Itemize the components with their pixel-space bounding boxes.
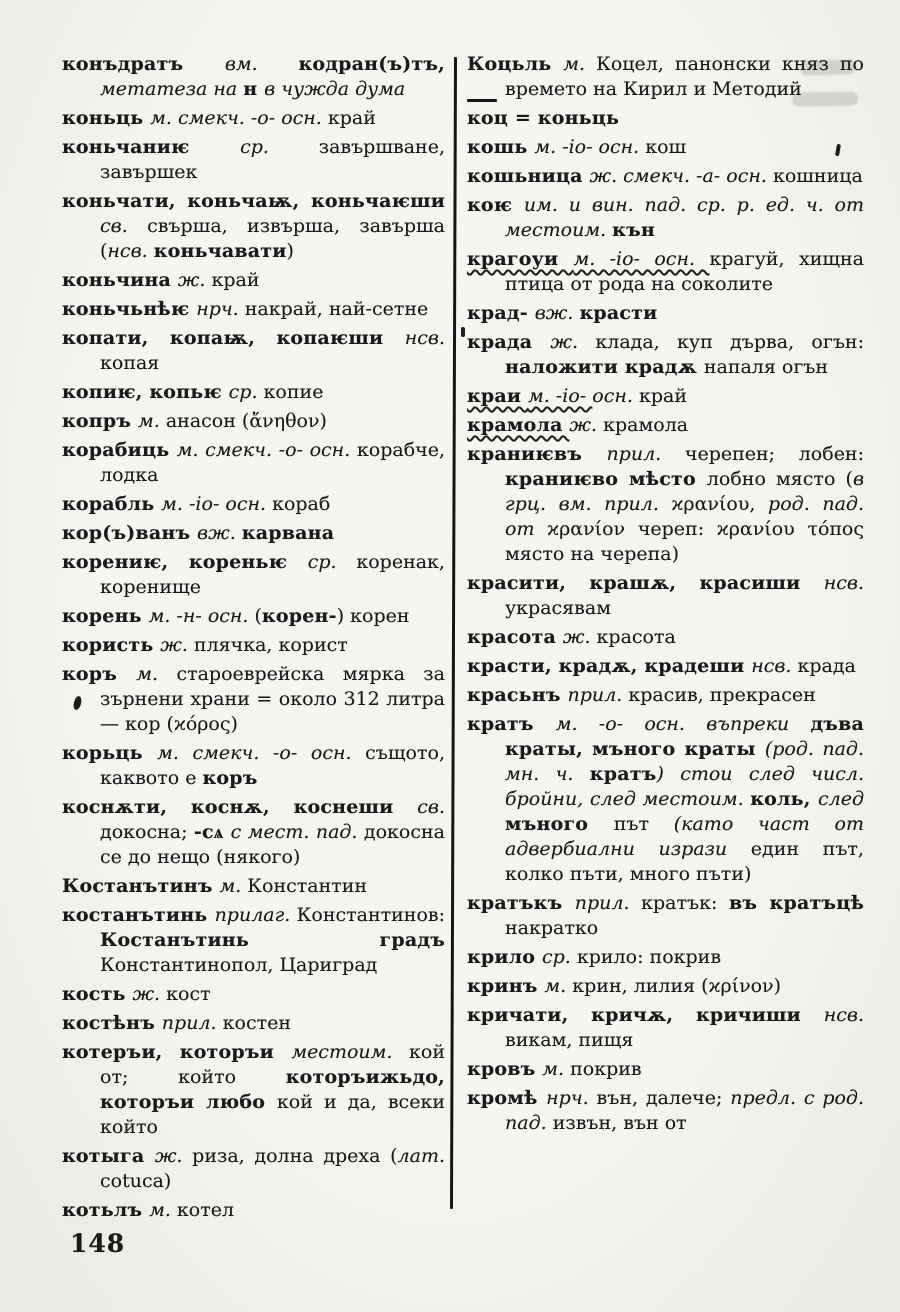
definition-text: риза, долна дреха (	[192, 1145, 398, 1167]
headword: костѣнъ	[62, 1012, 162, 1034]
headword: користь	[62, 634, 161, 656]
dictionary-entry	[467, 1003, 864, 1053]
dictionary-entry	[467, 1057, 864, 1082]
dictionary-entry	[467, 301, 864, 326]
headword: котьлъ	[62, 1199, 150, 1221]
grammar-label: м. -іо- осн.	[573, 248, 710, 270]
definition-text: лобно място (	[706, 468, 853, 490]
dictionary-entry	[467, 712, 864, 887]
definition-text: корабче, лодка	[100, 439, 445, 486]
grammar-label: м.	[149, 1199, 177, 1221]
grammar-label: м. смекч. -о- осн.	[150, 107, 328, 129]
definition-text: кой и да, всеки който	[100, 1091, 445, 1138]
definition-text: Константинов:	[296, 904, 445, 926]
dictionary-entry	[62, 492, 445, 517]
headword: коньчавати	[153, 240, 287, 262]
dictionary-entry	[467, 384, 864, 409]
definition-text: Коцел, панонски княз по времето на Кирил и Методий	[505, 53, 864, 100]
headword: красти	[579, 302, 658, 324]
dictionary-entry	[62, 189, 445, 264]
grammar-label: св.	[100, 215, 148, 237]
headword: краниѥвъ	[467, 443, 607, 465]
definition-text: копая	[100, 352, 160, 374]
dictionary-entry	[62, 438, 445, 488]
definition-text: кошница	[772, 165, 863, 187]
headword: мъного	[505, 813, 614, 835]
definition-text: напаля огън	[703, 356, 829, 378]
headword: коньчаниѥ	[62, 136, 241, 158]
grammar-label: м. -о- осн. въпреки	[555, 713, 811, 735]
definition-text: староеврейска мярка за зърнени храни = около 312 литра — кор (ϰόρος)	[100, 663, 445, 735]
page-number: 148	[70, 1229, 126, 1258]
headword: коръ	[62, 663, 137, 685]
dictionary-entry	[467, 413, 864, 438]
grammar-label: прил.	[574, 892, 642, 914]
dictionary-entry	[62, 1144, 445, 1194]
headword: коньчина	[62, 269, 178, 291]
grammar-label: м. -іо- осн.	[534, 136, 646, 158]
headword: коц = коньць	[467, 107, 620, 129]
grammar-label: ж. смекч. -а- осн.	[589, 165, 773, 187]
definition-text: )	[286, 240, 294, 262]
definition-text: един път, колко пъти, много пъти)	[505, 838, 864, 885]
headword: наложити крадѫ	[505, 356, 704, 378]
headword: кость	[62, 983, 133, 1005]
grammar-label: ж.	[569, 414, 604, 436]
grammar-label: прил.	[161, 1012, 223, 1034]
headword: корениѥ, кореньѥ	[62, 551, 308, 573]
dictionary-entry	[467, 247, 864, 297]
definition-text: крамола	[603, 414, 689, 436]
definition-text: Константинопол, Цариград	[100, 954, 378, 976]
dictionary-entry	[62, 550, 445, 600]
dictionary-entry	[467, 1086, 864, 1136]
headword: краи	[467, 385, 529, 407]
definition-text: крада	[797, 655, 856, 677]
dictionary-entry	[62, 1011, 445, 1036]
grammar-label: (род. пад. мн. ч.	[505, 738, 864, 785]
dictionary-entry	[467, 945, 864, 970]
headword: конъдратъ	[62, 53, 225, 75]
dictionary-entry	[62, 52, 445, 102]
headword: коѥ	[467, 194, 524, 216]
grammar-label: в чужда дума	[264, 78, 406, 100]
headword: красота	[467, 626, 563, 648]
grammar-label: м.	[219, 875, 248, 897]
dictionary-entry	[62, 795, 445, 870]
dictionary-entry	[62, 903, 445, 978]
headword: кошь	[467, 136, 535, 158]
headword: кодран(ъ)тъ,	[298, 53, 445, 75]
definition-text: кой от; който	[100, 1041, 445, 1088]
headword: н	[243, 78, 265, 100]
definition-text: накратко	[505, 917, 599, 939]
headword: коньчьнѣѥ	[62, 298, 197, 320]
definition-text: красота	[596, 626, 676, 648]
grammar-label: местоим.	[291, 1041, 410, 1063]
headword: которъижьдо, которъи любо	[100, 1066, 445, 1113]
headword: кошьница	[467, 165, 590, 187]
dictionary-entry	[467, 891, 864, 941]
grammar-label: с мест. пад.	[230, 821, 364, 843]
headword: кричати, кричѫ, кричиши	[467, 1004, 824, 1026]
dictionary-entry	[62, 409, 445, 434]
grammar-label: им. и вин. пад. ср. р. ед. ч. от местоим.	[505, 194, 864, 241]
definition-text: свърша, извърша, завърша (	[100, 215, 445, 262]
headword: костанътинь	[62, 904, 215, 926]
headword: Костанътинь градъ	[100, 929, 445, 951]
headword: кор(ъ)ванъ	[62, 522, 198, 544]
grammar-label: род. пад. от	[505, 493, 864, 540]
definition-text: украсявам	[505, 597, 611, 619]
definition-text: извън, вън от	[552, 1112, 687, 1134]
dictionary-entry	[62, 135, 445, 185]
definition-text: крило: покрив	[576, 946, 722, 968]
grammar-label: прил.	[567, 684, 629, 706]
grammar-label: в грц. вм. прил.	[505, 468, 864, 515]
definition-text: крин, лилия (ϰρίνον)	[572, 975, 782, 997]
grammar-label: нсв.	[823, 572, 864, 594]
grammar-label: св.	[417, 796, 445, 818]
dictionary-entry	[467, 654, 864, 679]
definition-text: анасон (ἄνηθον)	[165, 410, 327, 432]
dictionary-entry	[62, 662, 445, 737]
headword: -сѧ	[193, 821, 231, 843]
grammar-label: м.	[544, 975, 573, 997]
headword: крада	[467, 331, 551, 353]
grammar-label: м.	[136, 663, 177, 685]
definition-text: ) корен	[336, 605, 410, 627]
headword: въ кратъцѣ	[728, 892, 864, 914]
definition-text: коренак, коренище	[100, 551, 445, 598]
headword: кратъкъ	[467, 892, 575, 914]
definition-text: черепен; лобен:	[684, 443, 864, 465]
ink-mark	[461, 327, 465, 337]
grammar-label: м. -іо- осн.	[161, 493, 273, 515]
dictionary-entry	[467, 442, 864, 567]
headword: кринъ	[467, 975, 545, 997]
headword: копръ	[62, 410, 138, 432]
headword: корен-	[261, 605, 337, 627]
definition-text: ϰρανίον череп: ϰρανίου τόπος място на черепа)	[505, 518, 865, 565]
grammar-label: ср.	[240, 136, 319, 158]
definition-text: викам, пищя	[505, 1029, 634, 1051]
dictionary-entry	[467, 193, 864, 243]
dictionary-entry	[467, 330, 864, 380]
grammar-label: предл. с род. пад.	[505, 1087, 865, 1134]
headword: коньчати, коньчаѭ, коньчаѥши	[62, 190, 445, 212]
grammar-label: нсв.	[404, 327, 445, 349]
headword: крад-	[467, 302, 535, 324]
headword: коль,	[750, 788, 818, 810]
headword: коръ	[202, 767, 258, 789]
headword: котыга	[62, 1145, 155, 1167]
definition-text: накрай, най-сетне	[244, 298, 429, 320]
grammar-label: м. смекч. -о- осн.	[157, 742, 366, 764]
grammar-label: вм.	[224, 53, 299, 75]
dictionary-entry	[62, 297, 445, 322]
grammar-label: м. -н- осн.	[148, 605, 255, 627]
grammar-label: ж.	[562, 626, 597, 648]
dictionary-entry	[62, 874, 445, 899]
dictionary-entry	[62, 380, 445, 405]
headword: крагоуи	[467, 248, 574, 270]
grammar-label: м.	[542, 1058, 571, 1080]
dictionary-entry	[467, 683, 864, 708]
dictionary-entry	[62, 1198, 445, 1223]
definition-text: Константин	[247, 875, 368, 897]
grammar-label: м. -іо-	[528, 385, 593, 407]
grammar-label: ж.	[160, 634, 194, 656]
dictionary-entry	[62, 106, 445, 131]
definition-text: (	[254, 605, 262, 627]
column-right	[467, 52, 864, 1140]
dictionary-entry	[467, 974, 864, 999]
grammar-label: метатеза на	[100, 78, 244, 100]
grammar-label: вж.	[197, 522, 242, 544]
definition-text: ϰρανίου,	[671, 493, 769, 515]
headword: Коцьль	[467, 53, 564, 75]
definition-text: кораб	[272, 493, 331, 515]
headword: корьць	[62, 742, 158, 764]
headword: кън	[612, 219, 655, 241]
definition-text: клада, куп дърва, огън:	[595, 331, 864, 353]
definition-text: котел	[176, 1199, 235, 1221]
grammar-label: след	[817, 788, 864, 810]
grammar-label: ж.	[132, 983, 167, 1005]
definition-text: край	[327, 107, 376, 129]
grammar-label: м.	[563, 53, 597, 75]
headword: копати, копаѭ, копаѥши	[62, 327, 405, 349]
grammar-label: прил.	[606, 443, 685, 465]
grammar-label: ж.	[154, 1145, 193, 1167]
grammar-label: м. смекч. -о- осн.	[176, 439, 357, 461]
definition-text: край	[638, 385, 687, 407]
grammar-label: нсв.	[751, 655, 798, 677]
definition-text: красив, прекрасен	[628, 684, 816, 706]
grammar-label: нсв.	[823, 1004, 864, 1026]
definition-text: край	[211, 269, 260, 291]
headword: кратъ	[589, 763, 657, 785]
dictionary-entry	[467, 164, 864, 189]
dictionary-entry	[62, 1040, 445, 1140]
grammar-label: м.	[137, 410, 166, 432]
headword: красити, крашѫ, красиши	[467, 572, 824, 594]
headword: красьнъ	[467, 684, 568, 706]
dictionary-entry	[467, 625, 864, 650]
headword: кровъ	[467, 1058, 543, 1080]
headword: котеръи, которъи	[62, 1041, 292, 1063]
grammar-label: лат.	[397, 1145, 445, 1167]
headword: карвана	[241, 522, 335, 544]
definition-text: плячка, корист	[193, 634, 348, 656]
grammar-label: ср.	[307, 551, 357, 573]
grammar-label: осн.	[592, 385, 639, 407]
headword: краниѥво мѣсто	[505, 468, 707, 490]
headword: крило	[467, 946, 542, 968]
headword: коснѫти, коснѫ, коснеши	[62, 796, 418, 818]
ink-smudge	[800, 59, 856, 76]
grammar-label: нрч.	[546, 1087, 597, 1109]
headword: Костанътинъ	[62, 875, 220, 897]
dictionary-entry	[62, 268, 445, 293]
dictionary-entry	[467, 135, 864, 160]
dictionary-entry	[62, 604, 445, 629]
definition-text: същото, каквото е	[100, 742, 445, 789]
definition-text: крагуй, хищна птица от рода на соколите	[505, 248, 865, 295]
headword: коньць	[62, 107, 151, 129]
headword: копиѥ, копьѥ	[62, 381, 229, 403]
column-left	[62, 52, 445, 1227]
grammar-label: ср.	[541, 946, 577, 968]
grammar-label: ж.	[550, 331, 596, 353]
dictionary-entry	[467, 571, 864, 621]
grammar-label: нрч.	[196, 298, 245, 320]
grammar-label: ср.	[228, 381, 264, 403]
definition-text: завършване, завършек	[100, 136, 445, 183]
dictionary-entry	[467, 106, 864, 131]
dictionary-entry	[62, 326, 445, 376]
definition-text: докосна;	[100, 821, 194, 843]
definition-text: покрив	[570, 1058, 642, 1080]
definition-text: кош	[645, 136, 687, 158]
headword: корабиць	[62, 439, 177, 461]
definition-text: копие	[263, 381, 324, 403]
grammar-label: ж.	[177, 269, 212, 291]
ink-smudge	[792, 91, 858, 106]
dictionary-entry	[62, 521, 445, 546]
definition-text: докосна се до нещо (някого)	[100, 821, 445, 868]
column-divider	[450, 57, 457, 1209]
definition-text: вън, далече;	[596, 1087, 731, 1109]
headword: дъва краты, мъного краты	[505, 713, 864, 760]
headword: крамола	[467, 414, 570, 436]
headword: корабль	[62, 493, 162, 515]
grammar-label: вж.	[534, 302, 580, 324]
definition-text: кост	[166, 983, 211, 1005]
definition-text: път	[613, 813, 674, 835]
headword: кромѣ	[467, 1087, 547, 1109]
definition-text: костен	[222, 1012, 291, 1034]
grammar-label: прилаг.	[214, 904, 297, 926]
grammar-label: нсв.	[107, 240, 154, 262]
dictionary-entry	[62, 741, 445, 791]
headword: кратъ	[467, 713, 556, 735]
grammar-label: ) стои след числ. бройни, след местоим.	[505, 763, 864, 810]
definition-text: кратък:	[641, 892, 729, 914]
definition-text: cotuca)	[100, 1170, 172, 1192]
dictionary-entry	[62, 982, 445, 1007]
headword: корень	[62, 605, 149, 627]
dictionary-entry	[62, 633, 445, 658]
grammar-label: (като част от адвербиални изрази	[505, 813, 864, 860]
headword: красти, крадѫ, крадеши	[467, 655, 752, 677]
